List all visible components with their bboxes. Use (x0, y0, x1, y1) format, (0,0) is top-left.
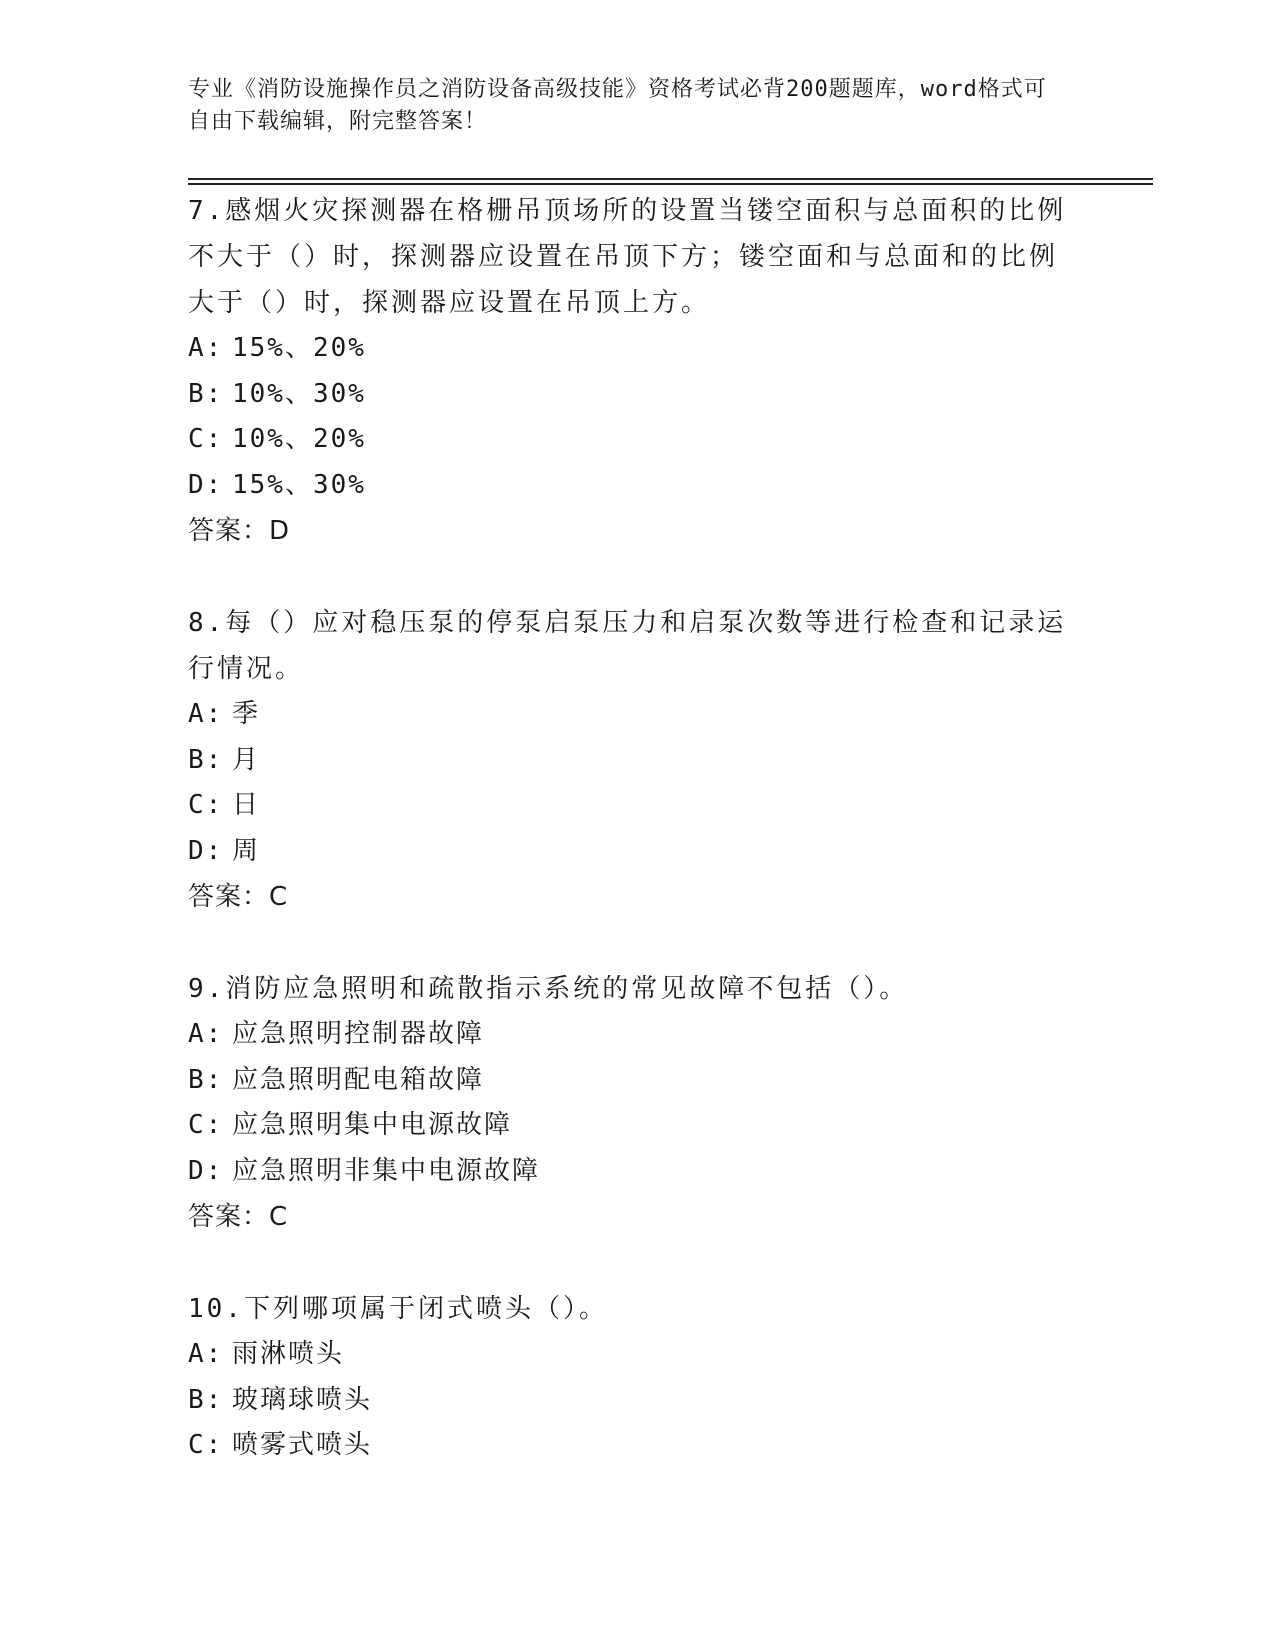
option-text: 15%、20% (232, 333, 366, 363)
option-text: 应急照明非集中电源故障 (232, 1155, 541, 1186)
question-text: 10.下列哪项属于闭式喷头（）。 (188, 1294, 608, 1324)
option-a (188, 326, 1068, 372)
option-c (188, 1423, 1068, 1469)
option-text: 10%、30% (232, 378, 366, 409)
option-text: 日 (232, 790, 261, 820)
option-b (188, 1378, 1068, 1424)
option-key: A: (188, 333, 224, 363)
option-text: 应急照明集中电源故障 (232, 1110, 513, 1140)
question-10 (188, 1286, 1068, 1469)
option-text: 应急照明控制器故障 (232, 1019, 485, 1049)
option-a (188, 692, 1068, 738)
option-d (188, 1149, 1068, 1195)
question-text: 9.消防应急照明和疏散指示系统的常见故障不包括（）。 (188, 974, 909, 1004)
option-key: D: (188, 469, 224, 500)
question-9 (188, 966, 1068, 1240)
option-a (188, 1012, 1068, 1058)
option-key: A: (188, 699, 224, 729)
option-text: 周 (232, 835, 261, 866)
option-key: B: (188, 378, 224, 409)
option-c (188, 783, 1068, 829)
header-divider-top (188, 178, 1153, 180)
option-key: D: (188, 835, 224, 866)
document-intro: 专业《消防设施操作员之消防设备高级技能》资格考试必背200题题库，word格式可自由下载编辑，附完整答案！ (188, 77, 1047, 134)
option-key: B: (188, 1384, 224, 1415)
option-key: C: (188, 790, 224, 820)
question-text: 8.每（）应对稳压泵的停泵启泵压力和启泵次数等进行检查和记录运行情况。 (188, 608, 1067, 684)
option-key: C: (188, 1430, 224, 1460)
option-c (188, 417, 1068, 463)
option-d (188, 829, 1068, 875)
question-text: 7.感烟火灾探测器在格栅吊顶场所的设置当镂空面积与总面积的比例不大于（）时，探测器应设置在吊顶下方；镂空面和与总面和的比例大于（）时，探测器应设置在吊顶上方。 (188, 196, 1067, 318)
option-d (188, 463, 1068, 509)
question-7 (188, 188, 1068, 554)
option-b (188, 372, 1068, 418)
option-text: 雨淋喷头 (232, 1339, 345, 1369)
option-key: A: (188, 1019, 224, 1049)
option-key: D: (188, 1155, 224, 1186)
question-list (188, 188, 1068, 1515)
option-text: 15%、30% (232, 469, 366, 500)
header-divider-bottom (188, 183, 1153, 185)
option-text: 玻璃球喷头 (232, 1384, 373, 1415)
option-key: A: (188, 1339, 224, 1369)
option-key: B: (188, 1064, 224, 1095)
option-text: 喷雾式喷头 (232, 1430, 373, 1460)
option-key: C: (188, 424, 224, 454)
option-text: 10%、20% (232, 424, 366, 454)
option-b (188, 738, 1068, 784)
option-b (188, 1058, 1068, 1104)
answer-line: 答案：D (188, 516, 291, 546)
answer-line: 答案：C (188, 882, 289, 912)
option-text: 季 (232, 699, 261, 729)
option-key: B: (188, 744, 224, 775)
answer-line: 答案：C (188, 1202, 289, 1232)
option-text: 应急照明配电箱故障 (232, 1064, 485, 1095)
option-c (188, 1103, 1068, 1149)
option-key: C: (188, 1110, 224, 1140)
option-a (188, 1332, 1068, 1378)
option-text: 月 (232, 744, 261, 775)
question-8 (188, 600, 1068, 920)
